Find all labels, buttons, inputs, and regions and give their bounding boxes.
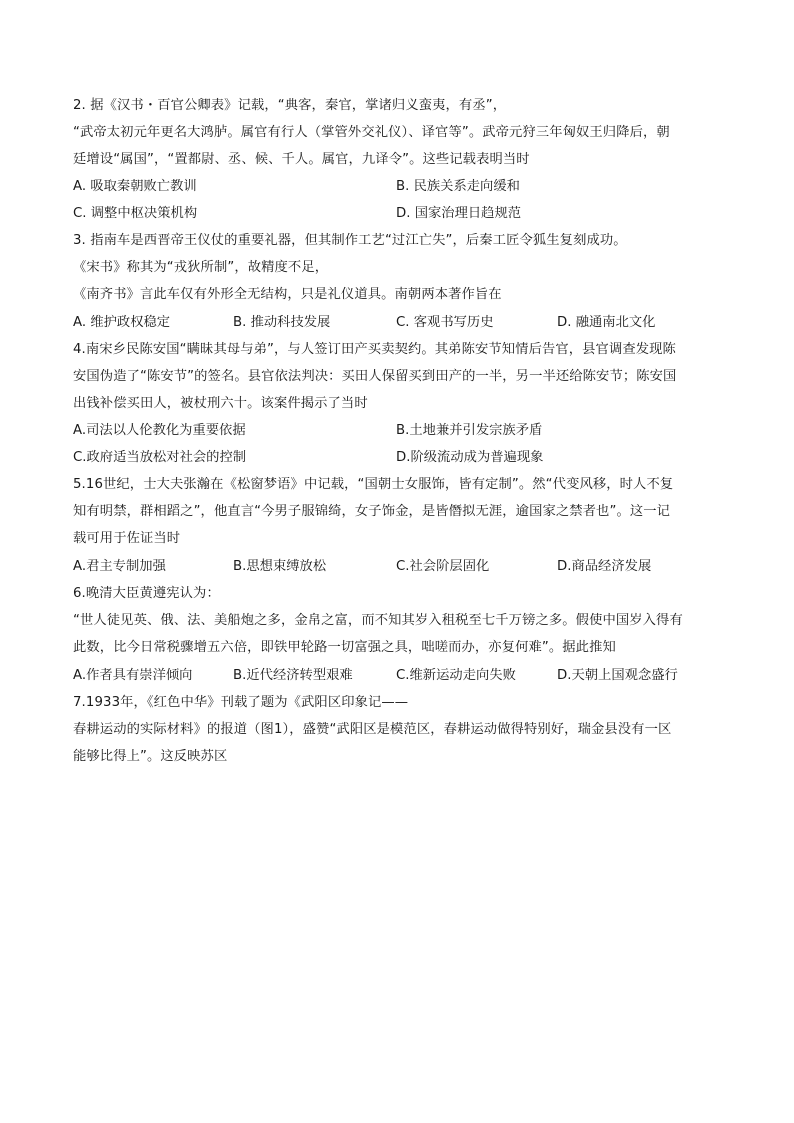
q2-option-a: A. 吸取秦朝败亡教训	[73, 179, 197, 194]
q2-stem-line-1: 2. 据《汉书・百官公卿表》记载，“典客，秦官，掌诸归义蛮夷，有丞”，	[73, 98, 507, 113]
q2-stem-line-2: “武帝太初元年更名大鸿胪。属官有行人（掌管外交礼仪）、译官等”。武帝元狩三年匈奴王归降后，朝	[73, 125, 670, 140]
q4-stem-line-3: 出钱补偿买田人，被杖刑六十。该案件揭示了当时	[73, 396, 368, 411]
q6-option-a: A.作者具有崇洋倾向	[73, 668, 193, 683]
q4-option-c: C.政府适当放松对社会的控制	[73, 450, 247, 465]
q3-stem-line-1: 3. 指南车是西晋帝王仪仗的重要礼器，但其制作工艺“过江亡失”，后秦工匠令狐生复刻成功。	[73, 233, 627, 248]
q5-stem-line-1: 5.16世纪，士大夫张瀚在《松窗梦语》中记载，“国朝士女服饰，皆有定制”。然“代变风移，时人不复	[73, 477, 674, 492]
q2-option-d: D. 国家治理日趋规范	[396, 206, 522, 221]
q4-stem-line-2: 安国伪造了“陈安节”的签名。县官依法判决：买田人保留买到田产的一半，另一半还给陈安节；陈安国	[73, 369, 677, 384]
q6-stem-line-1: 6.晚清大臣黄遵宪认为：	[73, 586, 220, 601]
q6-stem-line-3: 此数，比今日常税骤增五六倍，即铁甲轮路一切富强之具，咄嗟而办，亦复何难”。据此推知	[73, 640, 616, 655]
q6-stem-line-2: “世人徒见英、俄、法、美船炮之多，金帛之富，而不知其岁入租税至七千万镑之多。假使中国岁入得有	[73, 613, 683, 628]
q3-option-a: A. 维护政权稳定	[73, 315, 171, 330]
q5-option-c: C.社会阶层固化	[396, 559, 490, 574]
q5-stem-line-2: 知有明禁，群相蹈之”，他直言“今男子服锦绮，女子饰金，是皆僭拟无涯，逾国家之禁者也”。这一记	[73, 504, 671, 519]
q5-stem-line-3: 载可用于佐证当时	[73, 531, 181, 546]
q4-stem-line-1: 4.南宋乡民陈安国“瞒昧其母与弟”，与人签订田产买卖契约。其弟陈安节知情后告官，县官调查发现陈	[73, 342, 676, 357]
q5-option-a: A.君主专制加强	[73, 559, 166, 574]
q3-option-c: C. 客观书写历史	[396, 315, 494, 330]
q3-stem-line-2: 《宋书》称其为“戎狄所制”，故精度不足，	[73, 260, 329, 275]
q7-stem-line-1: 7.1933年，《红色中华》刊载了题为《武阳区印象记——	[73, 695, 409, 710]
q7-stem-line-2: 春耕运动的实际材料》的报道（图1），盛赞“武阳区是模范区，春耕运动做得特别好，瑞金县没有一区	[73, 722, 672, 737]
q4-option-d: D.阶级流动成为普遍现象	[396, 450, 544, 465]
q5-option-d: D.商品经济发展	[557, 559, 652, 574]
q2-option-c: C. 调整中枢决策机构	[73, 206, 198, 221]
q3-option-b: B. 推动科技发展	[233, 315, 331, 330]
q3-option-d: D. 融通南北文化	[557, 315, 656, 330]
q6-option-b: B.近代经济转型艰难	[233, 668, 353, 683]
q3-stem-line-3: 《南齐书》言此车仅有外形全无结构，只是礼仪道具。南朝两本著作旨在	[73, 287, 502, 302]
q6-option-d: D.天朝上国观念盛行	[557, 668, 678, 683]
q2-stem-line-3: 廷增设“属国”，“置都尉、丞、候、千人。属官，九译令”。这些记载表明当时	[73, 152, 530, 167]
q5-option-b: B.思想束缚放松	[233, 559, 327, 574]
q4-option-a: A.司法以人伦教化为重要依据	[73, 423, 246, 438]
q7-stem-line-3: 能够比得上”。这反映苏区	[73, 749, 228, 764]
q2-option-b: B. 民族关系走向缓和	[396, 179, 520, 194]
q4-option-b: B.土地兼并引发宗族矛盾	[396, 423, 543, 438]
q6-option-c: C.维新运动走向失败	[396, 668, 516, 683]
